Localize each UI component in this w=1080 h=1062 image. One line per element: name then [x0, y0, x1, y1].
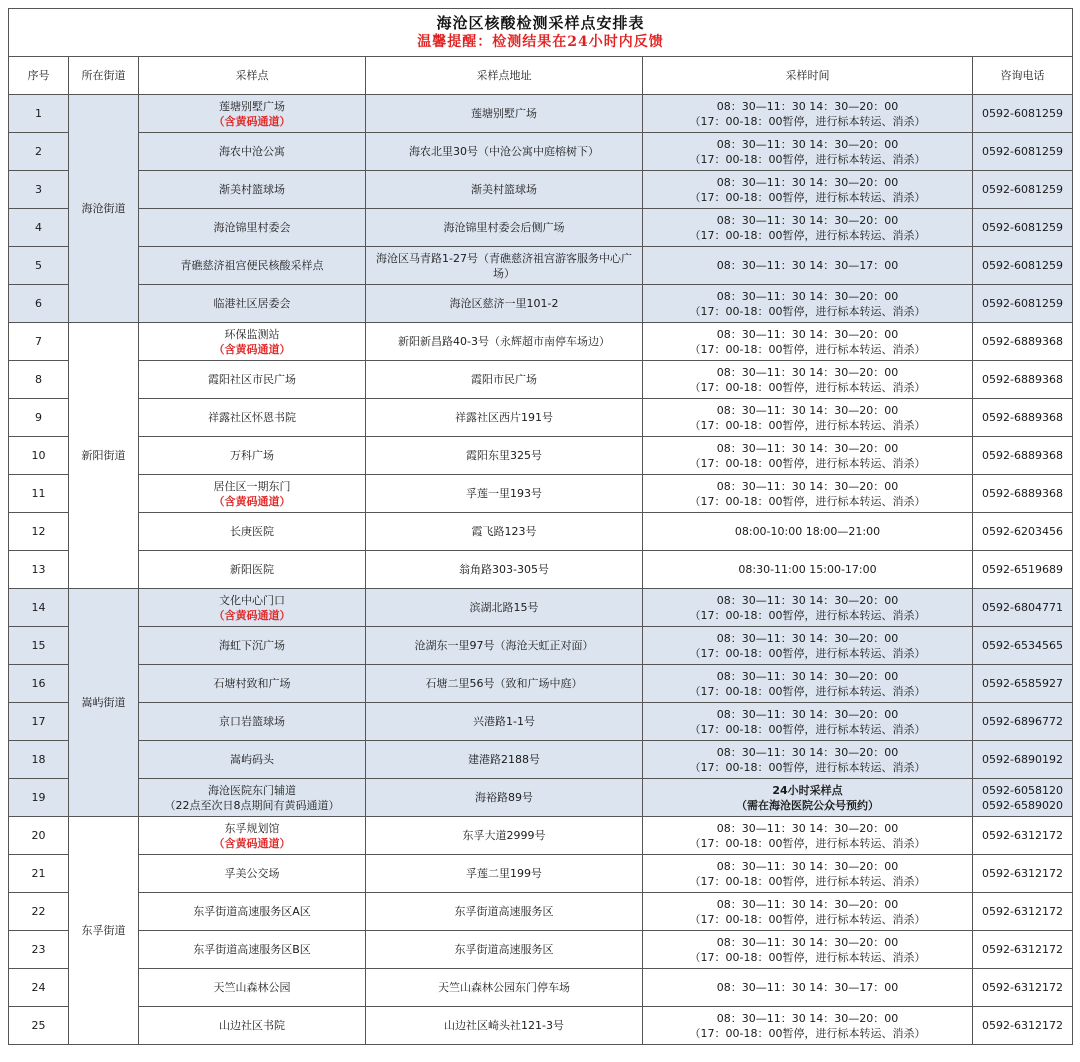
- time-note: （17：00-18：00暂停，进行标本转运、消杀）: [689, 494, 926, 508]
- time-note: （17：00-18：00暂停，进行标本转运、消杀）: [689, 380, 926, 394]
- row-number: 8: [9, 361, 69, 399]
- site-name: 天竺山森林公园: [213, 981, 291, 994]
- site-address: 渐美村篮球场: [366, 171, 643, 209]
- contact-phone: [973, 703, 1073, 741]
- row-number: 17: [9, 703, 69, 741]
- row-number: 10: [9, 437, 69, 475]
- site-name: 东孚规划馆: [224, 821, 280, 835]
- time-slots: 24小时采样点: [772, 783, 843, 797]
- header-no: 序号: [9, 57, 69, 95]
- street-name: 东孚街道: [69, 817, 139, 1045]
- contact-phone: [973, 627, 1073, 665]
- row-number: 13: [9, 551, 69, 589]
- row-number: 25: [9, 1007, 69, 1045]
- time-slots: 08：30—11：30 14：30—20：00: [716, 1011, 899, 1025]
- yellow-code-note: （含黄码通道）: [213, 836, 291, 850]
- site-cell: [139, 133, 366, 171]
- time-note: （17：00-18：00暂停，进行标本转运、消杀）: [689, 152, 926, 166]
- site-name: 孚美公交场: [224, 867, 280, 880]
- contact-phone: [973, 95, 1073, 133]
- site-cell: [139, 209, 366, 247]
- table-row: [9, 627, 1073, 665]
- time-slots: 08：30—11：30 14：30—20：00: [716, 403, 899, 417]
- phone-number: 0592-6312172: [982, 905, 1063, 918]
- site-cell: [139, 703, 366, 741]
- time-note: （17：00-18：00暂停，进行标本转运、消杀）: [689, 1026, 926, 1040]
- sampling-time: [643, 893, 973, 931]
- time-note: （17：00-18：00暂停，进行标本转运、消杀）: [689, 342, 926, 356]
- time-note: （17：00-18：00暂停，进行标本转运、消杀）: [689, 608, 926, 622]
- contact-phone: [973, 171, 1073, 209]
- time-slots: 08：30—11：30 14：30—20：00: [716, 707, 899, 721]
- site-cell: [139, 817, 366, 855]
- contact-phone: [973, 513, 1073, 551]
- table-row: [9, 361, 1073, 399]
- time-note: （17：00-18：00暂停，进行标本转运、消杀）: [689, 760, 926, 774]
- site-name: 万科广场: [230, 449, 274, 462]
- site-cell: [139, 437, 366, 475]
- sampling-time: [643, 627, 973, 665]
- time-slots: 08：30—11：30 14：30—20：00: [716, 669, 899, 683]
- table-row: [9, 513, 1073, 551]
- header-row: [9, 57, 1073, 95]
- site-address: 东孚街道高速服务区: [366, 931, 643, 969]
- street-name: 海沧街道: [69, 95, 139, 323]
- time-slots: 08：30—11：30 14：30—20：00: [716, 213, 899, 227]
- site-cell: [139, 513, 366, 551]
- site-cell: [139, 1007, 366, 1045]
- header-time: 采样时间: [643, 57, 973, 95]
- yellow-code-note: （含黄码通道）: [213, 342, 291, 356]
- site-name: 临港社区居委会: [213, 297, 291, 310]
- row-number: 16: [9, 665, 69, 703]
- site-address: 东孚大道2999号: [366, 817, 643, 855]
- contact-phone: [973, 817, 1073, 855]
- sampling-time: [643, 247, 973, 285]
- contact-phone: [973, 361, 1073, 399]
- sampling-time: [643, 285, 973, 323]
- time-note: （17：00-18：00暂停，进行标本转运、消杀）: [689, 722, 926, 736]
- phone-number: 0592-6081259: [982, 297, 1063, 310]
- sampling-time: [643, 703, 973, 741]
- site-name: 东孚街道高速服务区B区: [193, 943, 311, 956]
- sampling-time: [643, 665, 973, 703]
- phone-number: 0592-6889368: [982, 449, 1063, 462]
- sampling-time: [643, 209, 973, 247]
- time-slots: 08：30—11：30 14：30—17：00: [716, 981, 899, 994]
- phone-number: 0592-6896772: [982, 715, 1063, 728]
- time-note: （需在海沧医院公众号预约）: [736, 798, 879, 812]
- phone-number: 0592-6312172: [982, 943, 1063, 956]
- phone-number: 0592-6203456: [982, 525, 1063, 538]
- table-row: [9, 779, 1073, 817]
- site-address: 兴港路1-1号: [366, 703, 643, 741]
- time-note: （17：00-18：00暂停，进行标本转运、消杀）: [689, 950, 926, 964]
- sampling-time: [643, 171, 973, 209]
- site-address: 滨湖北路15号: [366, 589, 643, 627]
- contact-phone: [973, 779, 1073, 817]
- contact-phone: [973, 589, 1073, 627]
- site-address: 翁角路303-305号: [366, 551, 643, 589]
- site-cell: [139, 247, 366, 285]
- table-row: [9, 817, 1073, 855]
- table-row: [9, 399, 1073, 437]
- site-address: 祥露社区西片191号: [366, 399, 643, 437]
- time-note: （17：00-18：00暂停，进行标本转运、消杀）: [689, 114, 926, 128]
- table-row: [9, 247, 1073, 285]
- time-note: （17：00-18：00暂停，进行标本转运、消杀）: [689, 874, 926, 888]
- header-address: 采样点地址: [366, 57, 643, 95]
- row-number: 21: [9, 855, 69, 893]
- phone-number: 0592-6889368: [982, 411, 1063, 424]
- site-address: 海沧区马青路1-27号（青礁慈济祖宫游客服务中心广场）: [366, 247, 643, 285]
- phone-number: 0592-6081259: [982, 107, 1063, 120]
- site-cell: [139, 627, 366, 665]
- row-number: 24: [9, 969, 69, 1007]
- contact-phone: [973, 437, 1073, 475]
- table-row: [9, 475, 1073, 513]
- site-name: 祥露社区怀恩书院: [208, 411, 296, 424]
- site-name: 新阳医院: [230, 563, 274, 576]
- row-number: 9: [9, 399, 69, 437]
- sampling-time: [643, 779, 973, 817]
- site-name: 海虹下沉广场: [219, 639, 285, 652]
- site-address: 山边社区崎头社121-3号: [366, 1007, 643, 1045]
- time-slots: 08：30—11：30 14：30—20：00: [716, 593, 899, 607]
- phone-number: 0592-6889368: [982, 373, 1063, 386]
- time-slots: 08：30—11：30 14：30—20：00: [716, 441, 899, 455]
- row-number: 18: [9, 741, 69, 779]
- time-note: （17：00-18：00暂停，进行标本转运、消杀）: [689, 304, 926, 318]
- phone-number: 0592-6534565: [982, 639, 1063, 652]
- site-cell: [139, 551, 366, 589]
- site-cell: [139, 323, 366, 361]
- phone-number-2: 0592-6589020: [982, 798, 1063, 812]
- site-name: 石塘村致和广场: [213, 677, 291, 690]
- site-address: 霞阳市民广场: [366, 361, 643, 399]
- site-cell: [139, 779, 366, 817]
- site-address: 海农北里30号（中沧公寓中庭榕树下）: [366, 133, 643, 171]
- contact-phone: [973, 399, 1073, 437]
- site-cell: [139, 665, 366, 703]
- site-cell: [139, 95, 366, 133]
- table-row: [9, 437, 1073, 475]
- row-number: 3: [9, 171, 69, 209]
- site-address: 莲塘别墅广场: [366, 95, 643, 133]
- phone-number: 0592-6081259: [982, 183, 1063, 196]
- time-slots: 08：30—11：30 14：30—20：00: [716, 479, 899, 493]
- street-name: 嵩屿街道: [69, 589, 139, 817]
- contact-phone: [973, 475, 1073, 513]
- site-address: 东孚街道高速服务区: [366, 893, 643, 931]
- table-row: [9, 323, 1073, 361]
- time-slots: 08：30—11：30 14：30—20：00: [716, 327, 899, 341]
- phone-number: 0592-6058120: [982, 783, 1063, 797]
- site-name: 莲塘别墅广场: [219, 99, 285, 113]
- phone-number: 0592-6312172: [982, 1019, 1063, 1032]
- phone-number: 0592-6312172: [982, 867, 1063, 880]
- sampling-time: [643, 855, 973, 893]
- sampling-time: [643, 551, 973, 589]
- table-row: [9, 133, 1073, 171]
- row-number: 6: [9, 285, 69, 323]
- site-name: 嵩屿码头: [230, 753, 274, 766]
- contact-phone: [973, 285, 1073, 323]
- time-slots: 08：30—11：30 14：30—17：00: [716, 259, 899, 272]
- contact-phone: [973, 247, 1073, 285]
- table-row: [9, 589, 1073, 627]
- header-street: 所在街道: [69, 57, 139, 95]
- contact-phone: [973, 893, 1073, 931]
- row-number: 4: [9, 209, 69, 247]
- reminder-text: 温馨提醒：检测结果在24小时内反馈: [417, 33, 664, 50]
- schedule-sheet: [8, 8, 1072, 1045]
- row-number: 1: [9, 95, 69, 133]
- phone-number: 0592-6889368: [982, 487, 1063, 500]
- site-name: 霞阳社区市民广场: [208, 373, 296, 386]
- site-name: 渐美村篮球场: [219, 183, 285, 196]
- sampling-time: [643, 323, 973, 361]
- row-number: 22: [9, 893, 69, 931]
- time-note: （17：00-18：00暂停，进行标本转运、消杀）: [689, 456, 926, 470]
- table-row: [9, 893, 1073, 931]
- row-number: 23: [9, 931, 69, 969]
- site-name: 京口岩篮球场: [219, 715, 285, 728]
- row-number: 20: [9, 817, 69, 855]
- sampling-time: [643, 741, 973, 779]
- site-address: 海裕路89号: [366, 779, 643, 817]
- time-slots: 08：30—11：30 14：30—20：00: [716, 935, 899, 949]
- sampling-time: [643, 817, 973, 855]
- header-site: 采样点: [139, 57, 366, 95]
- contact-phone: [973, 855, 1073, 893]
- site-address: 孚莲一里193号: [366, 475, 643, 513]
- site-cell: [139, 893, 366, 931]
- phone-number: 0592-6889368: [982, 335, 1063, 348]
- yellow-code-note: （含黄码通道）: [213, 494, 291, 508]
- table-row: [9, 665, 1073, 703]
- site-cell: [139, 399, 366, 437]
- phone-number: 0592-6312172: [982, 829, 1063, 842]
- row-number: 15: [9, 627, 69, 665]
- site-address: 石塘二里56号（致和广场中庭）: [366, 665, 643, 703]
- time-slots: 08:00-10:00 18:00—21:00: [734, 525, 881, 538]
- contact-phone: [973, 741, 1073, 779]
- site-name: 长庚医院: [230, 525, 274, 538]
- time-note: （17：00-18：00暂停，进行标本转运、消杀）: [689, 190, 926, 204]
- contact-phone: [973, 1007, 1073, 1045]
- time-slots: 08：30—11：30 14：30—20：00: [716, 99, 899, 113]
- site-cell: [139, 171, 366, 209]
- row-number: 2: [9, 133, 69, 171]
- site-name-extra: （22点至次日8点期间有黄码通道）: [164, 798, 340, 812]
- contact-phone: [973, 133, 1073, 171]
- sampling-time: [643, 931, 973, 969]
- title-row: [9, 9, 1073, 57]
- site-name: 东孚街道高速服务区A区: [193, 905, 311, 918]
- time-slots: 08：30—11：30 14：30—20：00: [716, 289, 899, 303]
- site-cell: [139, 855, 366, 893]
- time-slots: 08：30—11：30 14：30—20：00: [716, 859, 899, 873]
- time-note: （17：00-18：00暂停，进行标本转运、消杀）: [689, 912, 926, 926]
- site-name: 海沧锦里村委会: [213, 221, 291, 234]
- site-name: 文化中心门口: [219, 593, 285, 607]
- time-slots: 08：30—11：30 14：30—20：00: [716, 897, 899, 911]
- site-cell: [139, 741, 366, 779]
- phone-number: 0592-6890192: [982, 753, 1063, 766]
- time-note: （17：00-18：00暂停，进行标本转运、消杀）: [689, 228, 926, 242]
- time-slots: 08：30—11：30 14：30—20：00: [716, 821, 899, 835]
- phone-number: 0592-6081259: [982, 259, 1063, 272]
- sampling-time: [643, 133, 973, 171]
- table-title: 海沧区核酸检测采样点安排表: [436, 13, 645, 32]
- site-address: 霞阳东里325号: [366, 437, 643, 475]
- site-name: 居住区一期东门: [213, 479, 291, 493]
- table-row: [9, 171, 1073, 209]
- table-row: [9, 1007, 1073, 1045]
- contact-phone: [973, 323, 1073, 361]
- contact-phone: [973, 551, 1073, 589]
- time-note: （17：00-18：00暂停，进行标本转运、消杀）: [689, 836, 926, 850]
- time-slots: 08:30-11:00 15:00-17:00: [738, 563, 877, 576]
- site-name: 海农中沧公寓: [219, 145, 285, 158]
- row-number: 5: [9, 247, 69, 285]
- site-cell: [139, 931, 366, 969]
- table-row: [9, 551, 1073, 589]
- sampling-time: [643, 1007, 973, 1045]
- table-row: [9, 969, 1073, 1007]
- sampling-time: [643, 95, 973, 133]
- phone-number: 0592-6585927: [982, 677, 1063, 690]
- table-row: [9, 209, 1073, 247]
- row-number: 12: [9, 513, 69, 551]
- site-name: 青礁慈济祖宫便民核酸采样点: [180, 259, 324, 272]
- site-address: 沧湖东一里97号（海沧天虹正对面）: [366, 627, 643, 665]
- time-slots: 08：30—11：30 14：30—20：00: [716, 745, 899, 759]
- yellow-code-note: （含黄码通道）: [213, 608, 291, 622]
- site-address: 新阳新昌路40-3号（永辉超市南停车场边）: [366, 323, 643, 361]
- sampling-time: [643, 437, 973, 475]
- time-note: （17：00-18：00暂停，进行标本转运、消杀）: [689, 418, 926, 432]
- site-cell: [139, 475, 366, 513]
- row-number: 11: [9, 475, 69, 513]
- row-number: 14: [9, 589, 69, 627]
- table-row: [9, 931, 1073, 969]
- site-cell: [139, 969, 366, 1007]
- time-note: （17：00-18：00暂停，进行标本转运、消杀）: [689, 684, 926, 698]
- site-cell: [139, 361, 366, 399]
- site-address: 霞飞路123号: [366, 513, 643, 551]
- row-number: 19: [9, 779, 69, 817]
- table-row: [9, 285, 1073, 323]
- table-row: [9, 703, 1073, 741]
- title-cell: [9, 9, 1073, 57]
- sampling-time: [643, 969, 973, 1007]
- row-number: 7: [9, 323, 69, 361]
- contact-phone: [973, 665, 1073, 703]
- phone-number: 0592-6081259: [982, 145, 1063, 158]
- street-name: 新阳街道: [69, 323, 139, 589]
- phone-number: 0592-6804771: [982, 601, 1063, 614]
- contact-phone: [973, 209, 1073, 247]
- site-cell: [139, 589, 366, 627]
- site-name: 环保监测站: [224, 327, 280, 341]
- time-slots: 08：30—11：30 14：30—20：00: [716, 137, 899, 151]
- site-address: 海沧锦里村委会后侧广场: [366, 209, 643, 247]
- site-address: 建港路2188号: [366, 741, 643, 779]
- phone-number: 0592-6519689: [982, 563, 1063, 576]
- time-slots: 08：30—11：30 14：30—20：00: [716, 631, 899, 645]
- site-name: 山边社区书院: [219, 1019, 285, 1032]
- yellow-code-note: （含黄码通道）: [213, 114, 291, 128]
- table-row: [9, 741, 1073, 779]
- header-phone: 咨询电话: [973, 57, 1073, 95]
- sampling-schedule-table: [8, 8, 1073, 1045]
- contact-phone: [973, 931, 1073, 969]
- site-address: 孚莲二里199号: [366, 855, 643, 893]
- contact-phone: [973, 969, 1073, 1007]
- site-address: 海沧区慈济一里101-2: [366, 285, 643, 323]
- time-note: （17：00-18：00暂停，进行标本转运、消杀）: [689, 646, 926, 660]
- sampling-time: [643, 399, 973, 437]
- site-cell: [139, 285, 366, 323]
- time-slots: 08：30—11：30 14：30—20：00: [716, 175, 899, 189]
- sampling-time: [643, 475, 973, 513]
- phone-number: 0592-6312172: [982, 981, 1063, 994]
- table-row: [9, 855, 1073, 893]
- site-address: 天竺山森林公园东门停车场: [366, 969, 643, 1007]
- sampling-time: [643, 361, 973, 399]
- sampling-time: [643, 513, 973, 551]
- site-name: 海沧医院东门辅道: [208, 783, 296, 797]
- phone-number: 0592-6081259: [982, 221, 1063, 234]
- table-row: [9, 95, 1073, 133]
- sampling-time: [643, 589, 973, 627]
- time-slots: 08：30—11：30 14：30—20：00: [716, 365, 899, 379]
